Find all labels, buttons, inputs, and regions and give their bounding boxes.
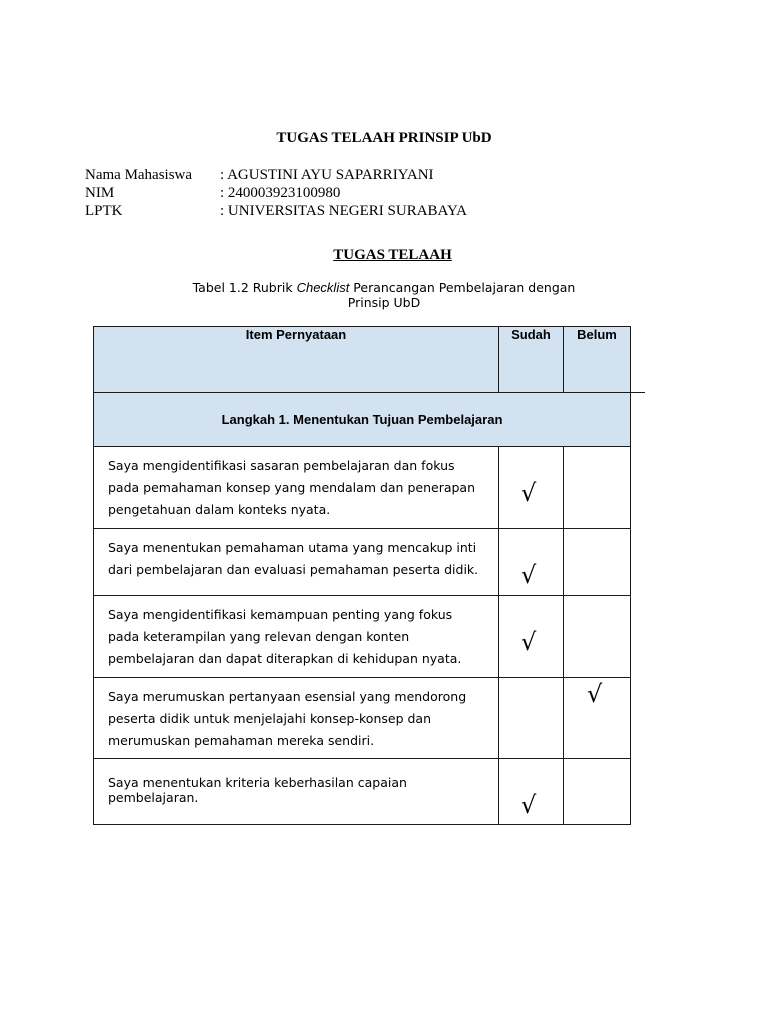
cell-not-done [564,678,631,759]
table-row [94,678,631,759]
header-item: Item Pernyataan [94,327,499,393]
step-row [94,393,631,447]
cell-done [499,596,564,678]
document-title: TUGAS TELAAH PRINSIP UbD [276,130,492,146]
rubric-table [93,326,631,825]
section-heading: TUGAS TELAAH [333,247,452,263]
info-row-name [85,166,467,184]
cell-done [499,759,564,825]
info-label: LPTK [85,203,123,219]
cell-done [499,529,564,596]
info-label: NIM [85,185,115,201]
table-row [94,759,631,825]
cell-not-done [564,596,631,678]
info-label: Nama Mahasiswa [85,167,193,183]
header-done: Sudah [499,327,564,393]
check-mark: √ [521,791,537,819]
table-row [94,447,631,529]
step-title: Langkah 1. Menentukan Tujuan Pembelajaran [94,393,631,447]
header-not-done: Belum [564,327,631,393]
table-row [94,529,631,596]
item-text: Saya menentukan pemahaman utama yang mencakup inti dari pembelajaran dan evaluasi pemahaman peserta didik. [94,529,499,596]
cell-done [499,678,564,759]
item-text: Saya menentukan kriteria keberhasilan capaian pembelajaran. [94,759,499,825]
check-mark: √ [521,561,537,589]
cell-done [499,447,564,529]
table-caption [184,280,584,310]
info-value: : AGUSTINI AYU SAPARRIYANI [220,167,434,183]
cell-not-done [564,759,631,825]
info-row-lptk [85,202,467,220]
check-mark: √ [587,680,603,708]
info-value: : UNIVERSITAS NEGERI SURABAYA [220,203,468,219]
table-header-row [94,327,631,393]
info-row-nim [85,184,467,202]
caption-text: Tabel 1.2 Rubrik [192,280,297,295]
cell-not-done [564,447,631,529]
table-row [94,596,631,678]
item-text: Saya mengidentifikasi sasaran pembelajaran dan fokus pada pemahaman konsep yang mendalam dan penerapan pengetahuan dalam konteks nyata. [94,447,499,529]
info-value: : 240003923100980 [220,185,341,201]
caption-italic: Checklist [296,280,350,295]
table-border-stub [630,392,645,393]
caption-text: Perancangan Pembelajaran dengan Prinsip UbD [347,280,576,310]
item-text: Saya mengidentifikasi kemampuan penting yang fokus pada keterampilan yang relevan dengan konten pembelajaran dan dapat diterapkan di kehidupan nyata. [94,596,499,678]
item-text: Saya merumuskan pertanyaan esensial yang mendorong peserta didik untuk menjelajahi konsep-konsep dan merumuskan pemahaman mereka sendiri. [94,678,499,759]
check-mark: √ [521,479,537,507]
student-info [85,166,467,220]
cell-not-done [564,529,631,596]
check-mark: √ [521,628,537,656]
